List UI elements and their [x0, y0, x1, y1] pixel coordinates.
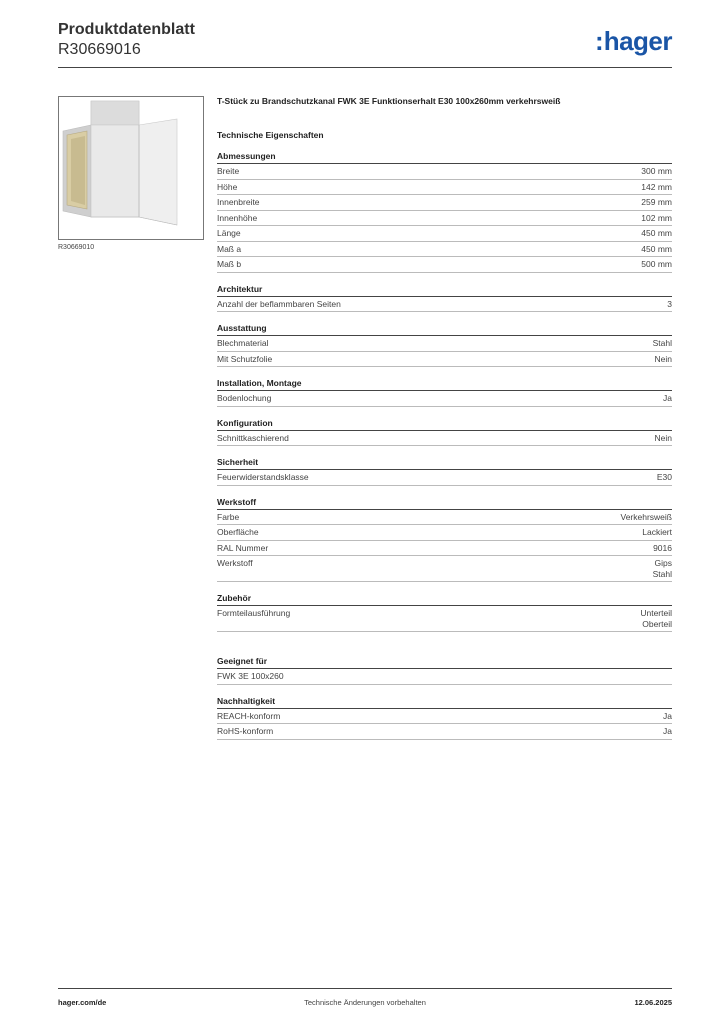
spec-row [217, 352, 672, 368]
spec-value [657, 472, 672, 483]
spec-row [217, 431, 672, 447]
spec-group [217, 284, 672, 313]
spec-row [217, 257, 672, 273]
group-title: Sicherheit [217, 457, 672, 470]
spec-value-line: Gips [654, 558, 672, 568]
spec-group [217, 378, 672, 407]
hager-logo: :hager [595, 26, 672, 56]
spec-label: FWK 3E 100x260 [217, 671, 284, 681]
product-name: T-Stück zu Brandschutzkanal FWK 3E Funktionserhalt E30 100x260mm verkehrsweiß [217, 96, 561, 106]
spec-label: Anzahl der beflammbaren Seiten [217, 298, 341, 309]
spec-value [663, 726, 672, 737]
spec-row [217, 724, 672, 740]
spec-row [217, 709, 672, 725]
image-caption: R30669010 [58, 244, 95, 251]
group-title: Abmessungen [217, 151, 672, 164]
spec-label: Innenbreite [217, 197, 260, 207]
spec-value-line: 102 mm [641, 212, 672, 223]
spec-value-line: 9016 [653, 542, 672, 553]
spec-group [217, 418, 672, 447]
spec-row [217, 242, 672, 258]
spec-value-line: Ja [663, 726, 672, 736]
spec-value-line: Lackiert [642, 527, 672, 537]
product-photo-t-piece-icon [59, 97, 203, 239]
spec-value [641, 259, 672, 270]
spec-value [641, 228, 672, 239]
spec-group [217, 593, 672, 632]
spec-label: Länge [217, 228, 241, 238]
spec-value [655, 433, 672, 444]
spec-group [217, 151, 672, 273]
spec-value [642, 527, 672, 538]
spec-value-line: Oberteil [642, 618, 672, 629]
spec-label: RoHS-konform [217, 726, 274, 736]
spec-label: Mit Schutzfolie [217, 353, 273, 364]
footer-date: 12.06.2025 [634, 998, 672, 1007]
spec-label: Werkstoff [217, 558, 253, 568]
group-title: Ausstattung [217, 323, 672, 336]
spec-row [217, 211, 672, 227]
spec-value-line: 3 [667, 298, 672, 309]
spec-label: Feuerwiderstandsklasse [217, 472, 309, 482]
spec-label: Blechmaterial [217, 338, 269, 348]
spec-row [217, 470, 672, 486]
group-title: Nachhaltigkeit [217, 696, 672, 709]
spec-value-line: Stahl [652, 338, 672, 348]
spec-value [640, 608, 672, 629]
spec-label: Innenhöhe [217, 212, 258, 223]
spec-value-line: 259 mm [641, 197, 672, 207]
spec-value [641, 244, 672, 255]
spec-label: Maß b [217, 259, 242, 269]
article-number: R30669016 [58, 41, 141, 58]
section-title-technical: Technische Eigenschaften [217, 130, 324, 140]
spec-groups [217, 151, 672, 740]
spec-group [217, 323, 672, 367]
spec-label: REACH-konform [217, 710, 281, 721]
spec-value [653, 558, 672, 579]
spec-row [217, 391, 672, 407]
spec-value [641, 182, 672, 193]
spec-label: RAL Nummer [217, 542, 269, 553]
spec-value [641, 166, 672, 177]
spec-row [217, 541, 672, 557]
spec-value [667, 299, 672, 310]
spec-value-line: Nein [654, 432, 672, 443]
spec-value-line: Nein [654, 353, 672, 364]
spec-value [663, 393, 672, 404]
spec-value-line: 300 mm [641, 166, 672, 176]
spec-value-line: 450 mm [641, 243, 672, 254]
group-title: Architektur [217, 284, 672, 297]
spec-row [217, 510, 672, 526]
spec-value-line: Unterteil [640, 608, 672, 618]
footer-website[interactable]: hager.com/de [58, 998, 107, 1007]
spec-value-line: 142 mm [641, 181, 672, 192]
spec-label: Maß a [217, 243, 242, 254]
footer-notice: Technische Änderungen vorbehalten [304, 998, 426, 1007]
spec-label: Schnittkaschierend [217, 432, 289, 443]
spec-value [655, 354, 672, 365]
group-title: Installation, Montage [217, 378, 672, 391]
spec-row [217, 195, 672, 211]
spec-label: Farbe [217, 511, 240, 522]
spec-value-line: Ja [663, 393, 672, 403]
spec-row [217, 336, 672, 352]
spec-label: Oberfläche [217, 527, 259, 537]
spec-label: Bodenlochung [217, 393, 272, 403]
group-title: Geeignet für [217, 656, 672, 669]
spec-row [217, 164, 672, 180]
spec-label: Höhe [217, 181, 238, 192]
spec-value-line: E30 [656, 472, 672, 482]
spec-value-line: Verkehrsweiß [620, 511, 672, 522]
spec-value [663, 711, 672, 722]
spec-value [621, 512, 673, 523]
spec-row [217, 226, 672, 242]
group-title: Zubehör [217, 593, 672, 606]
spec-value-line: Stahl [652, 568, 672, 579]
document-title: Produktdatenblatt [58, 21, 195, 38]
spec-group [217, 457, 672, 486]
spec-value [653, 543, 672, 554]
spec-row [217, 606, 672, 632]
spec-value-line: 500 mm [641, 259, 672, 269]
spec-group [217, 497, 672, 583]
spec-group [217, 656, 672, 685]
spec-row [217, 180, 672, 196]
footer-divider [58, 988, 672, 989]
spec-group [217, 696, 672, 740]
group-title: Konfiguration [217, 418, 672, 431]
spec-label: Formteilausführung [217, 608, 291, 618]
spec-value-line: 450 mm [641, 228, 672, 238]
page-header [58, 20, 672, 60]
spec-row [217, 297, 672, 313]
spec-row [217, 556, 672, 582]
spec-row [217, 669, 672, 685]
spec-value [653, 338, 672, 349]
spec-value [641, 197, 672, 208]
group-title: Werkstoff [217, 497, 672, 510]
spec-label: Breite [217, 166, 240, 176]
product-photo [58, 96, 204, 240]
spec-value-line: Ja [663, 710, 672, 721]
spec-value [641, 213, 672, 224]
spec-content [217, 96, 672, 751]
header-divider [58, 67, 672, 68]
spec-row [217, 525, 672, 541]
